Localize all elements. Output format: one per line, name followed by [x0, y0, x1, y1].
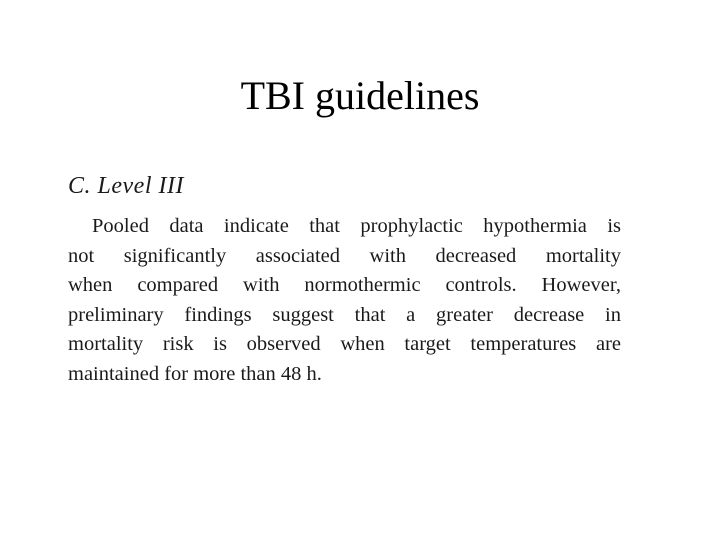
- excerpt-line: maintained for more than 48 h.: [68, 362, 322, 385]
- slide-title: TBI guidelines: [240, 73, 480, 118]
- excerpt-line: when compared with normothermic controls. However,: [68, 274, 621, 297]
- excerpt-body: [68, 212, 621, 390]
- excerpt-line: mortality risk is observed when target temperatures are: [68, 333, 621, 356]
- excerpt-heading: C. Level III: [68, 173, 184, 199]
- guideline-excerpt: [68, 170, 621, 390]
- excerpt-line: preliminary findings suggest that a greater decrease in: [68, 303, 621, 326]
- excerpt-line: not significantly associated with decreased mortality: [68, 244, 621, 267]
- excerpt-line: Pooled data indicate that prophylactic hypothermia is: [92, 215, 621, 237]
